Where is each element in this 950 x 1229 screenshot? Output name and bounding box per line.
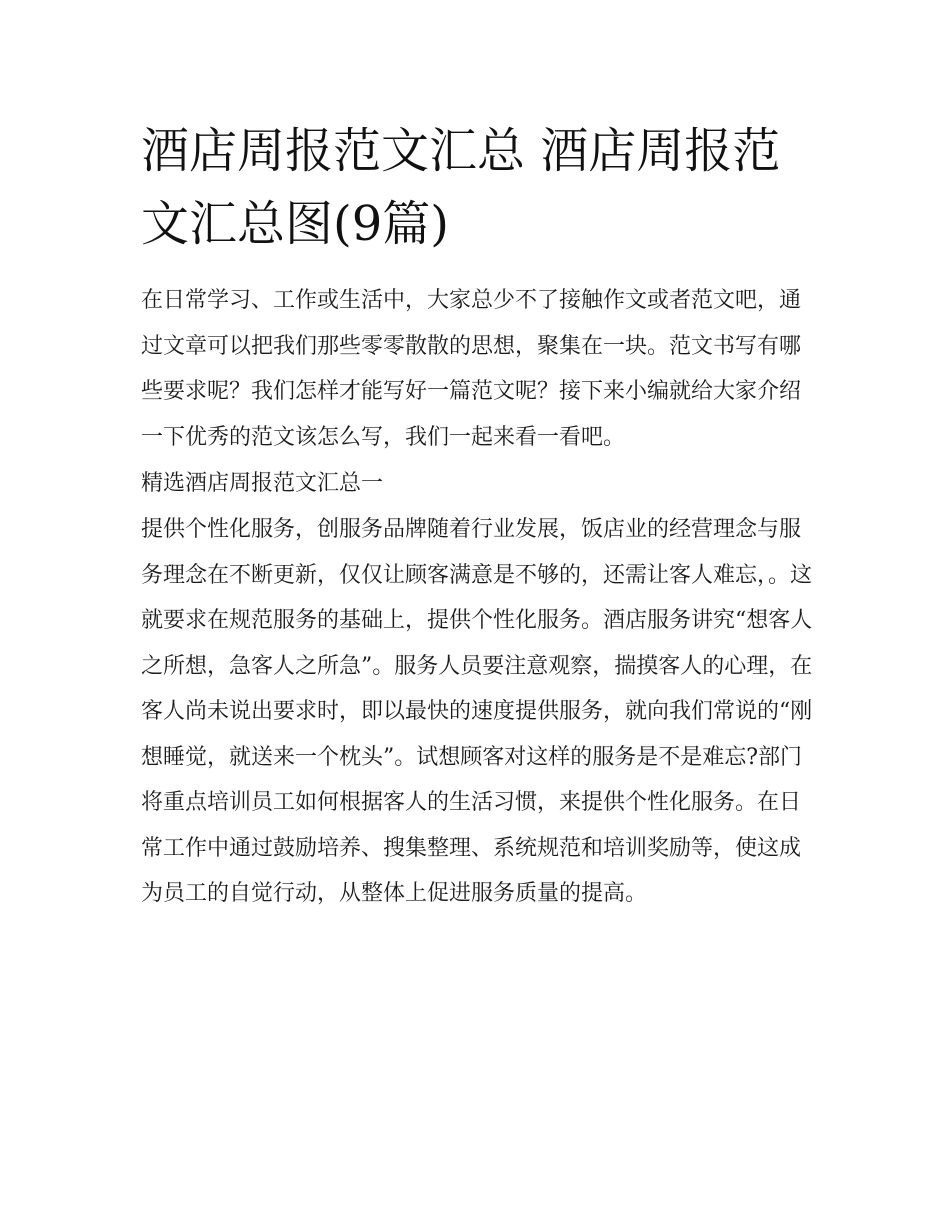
section-paragraph: 提供个性化服务，创服务品牌随着行业发展，饭店业的经营理念与服务理念在不断更新，仅仅让顾客满意是不够的，还需让客人难忘，。这就要求在规范服务的基础上，提供个性化服务。酒店服务讲究“想客人之所想，急客人之所急”。服务人员要注意观察，揣摸客人的心理，在客人尚未说出要求时，即以最快的速度提供服务，就向我们常说的“刚想睡觉，就送来一个枕头”。试想顾客对这样的服务是不是难忘?部门将重点培训员工如何根据客人的生活习惯，来提供个性化服务。在日常工作中通过鼓励培养、搜集整理、系统规范和培训奖励等，使这成为员工的自觉行动，从整体上促进服务质量的提高。 [141, 517, 813, 906]
intro-paragraph: 在日常学习、工作或生活中，大家总少不了接触作文或者范文吧，通过文章可以把我们那些零零散散的思想，聚集在一块。范文书写有哪些要求呢？我们怎样才能写好一篇范文呢？接下来小编就给大家介绍一下优秀的范文该怎么写，我们一起来看一看吧。 [141, 288, 802, 450]
document-title: 酒店周报范文汇总 酒店周报范文汇总图(9篇) [141, 123, 781, 252]
section-heading: 精选酒店周报范文汇总一 [141, 471, 384, 496]
document-body [141, 278, 817, 917]
